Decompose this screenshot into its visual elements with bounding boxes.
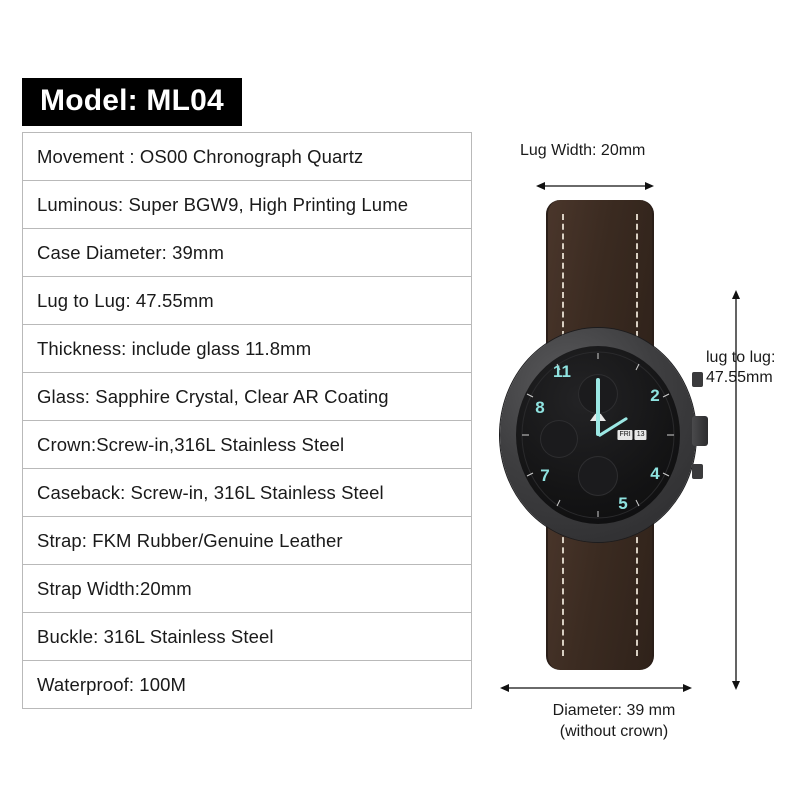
lug-to-lug-label — [706, 348, 775, 388]
spec-row: Lug to Lug: 47.55mm — [23, 277, 471, 325]
spec-row: Glass: Sapphire Crystal, Clear AR Coating — [23, 373, 471, 421]
dial-numeral: 8 — [535, 398, 545, 417]
dial-numeral: 4 — [650, 464, 660, 483]
date-indicator: 13 — [636, 431, 645, 438]
subdial-left — [540, 420, 578, 458]
spec-row: Movement : OS00 Chronograph Quartz — [23, 133, 471, 181]
dial-numeral: 5 — [618, 494, 628, 513]
spec-row: Crown:Screw-in,316L Stainless Steel — [23, 421, 471, 469]
watch-illustration — [478, 130, 790, 760]
watch-image — [498, 200, 698, 670]
spec-row: Buckle: 316L Stainless Steel — [23, 613, 471, 661]
diameter-dimension-arrow — [500, 682, 692, 694]
lug-width-label: Lug Width: 20mm — [520, 142, 646, 159]
watch-case — [500, 328, 696, 542]
watch-crown — [692, 416, 708, 446]
dial-numeral: 2 — [650, 386, 660, 405]
spec-table — [22, 132, 472, 709]
subdial-bottom — [578, 456, 618, 496]
lug-to-lug-label-line2: 47.55mm — [706, 369, 773, 386]
chronograph-pusher-top — [692, 372, 703, 387]
dial-numeral: 7 — [540, 466, 550, 485]
model-badge: Model: ML04 — [22, 78, 242, 126]
diameter-label-line1: Diameter: 39 mm — [552, 702, 676, 719]
spec-row: Thickness: include glass 11.8mm — [23, 325, 471, 373]
watch-dial — [516, 346, 680, 524]
chronograph-pusher-bottom — [692, 464, 703, 479]
spec-row: Waterproof: 100M — [23, 661, 471, 709]
lug-to-lug-label-line1: lug to lug: — [706, 349, 776, 366]
dial-numeral: 11 — [553, 362, 571, 381]
day-indicator: FRI — [619, 431, 631, 438]
spec-row: Strap: FKM Rubber/Genuine Leather — [23, 517, 471, 565]
spec-row: Luminous: Super BGW9, High Printing Lume — [23, 181, 471, 229]
specification-panel — [22, 78, 472, 709]
day-date-window — [617, 430, 646, 440]
diameter-label — [504, 700, 724, 742]
spec-row: Caseback: Screw-in, 316L Stainless Steel — [23, 469, 471, 517]
spec-row: Case Diameter: 39mm — [23, 229, 471, 277]
lug-width-dimension-arrow — [536, 180, 654, 192]
spec-row: Strap Width:20mm — [23, 565, 471, 613]
diameter-label-line2: (without crown) — [559, 723, 669, 740]
minute-hand — [596, 378, 600, 436]
